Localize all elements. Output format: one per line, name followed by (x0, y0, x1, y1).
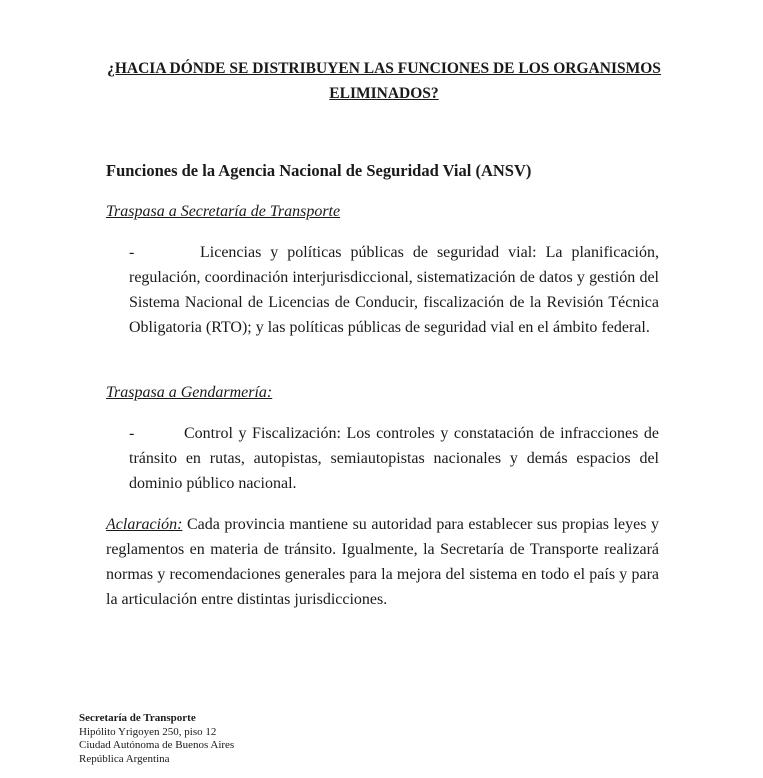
clarification-paragraph (106, 512, 659, 612)
footer-organization: Secretaría de Transporte (79, 712, 196, 724)
clarification-text: Cada provincia mantiene su autoridad para establecer sus propias leyes y reglamentos en materia de tránsito. Igualmente, la Secretaría de Transporte realizará normas y recomendaciones generales para la mejora del sistema en todo el país y para la articulación entre distintas jurisdicciones. (106, 516, 660, 608)
bullet-dash: - (129, 244, 135, 261)
footer-street: Hipólito Yrigoyen 250, piso 12 (79, 725, 217, 738)
section-heading: Funciones de la Agencia Nacional de Seguridad Vial (ANSV) (106, 161, 532, 180)
transfer-subtitle-transporte: Traspasa a Secretaría de Transporte (106, 203, 341, 220)
footer-city: Ciudad Autónoma de Buenos Aires (79, 739, 235, 751)
footer-country: República Argentina (79, 752, 170, 765)
clarification-label: Aclaración: (106, 516, 183, 533)
bullet-text: Control y Fiscalización: Los controles y constatación de infracciones de tránsito en rutas, autopistas, semiautopistas nacionales y demás espacios del dominio público nacional. (129, 425, 659, 492)
document-title: ¿HACIA DÓNDE SE DISTRIBUYEN LAS FUNCIONES DE LOS ORGANISMOS ELIMINADOS? (107, 60, 661, 102)
bullet-text: Licencias y políticas públicas de seguridad vial: La planificación, regulación, coordinación interjurisdiccional, sistematización de datos y gestión del Sistema Nacional de Licencias de Conducir, fiscalización de la Revisión Técnica Obligatoria (RTO); y las políticas públicas de seguridad vial en el ámbito federal. (129, 244, 659, 336)
transfer-subtitle-gendarmeria: Traspasa a Gendarmería: (106, 384, 273, 401)
bullet-control (129, 421, 659, 496)
bullet-dash: - (129, 425, 135, 442)
bullet-licencias (129, 240, 659, 340)
footer-address (79, 712, 234, 766)
